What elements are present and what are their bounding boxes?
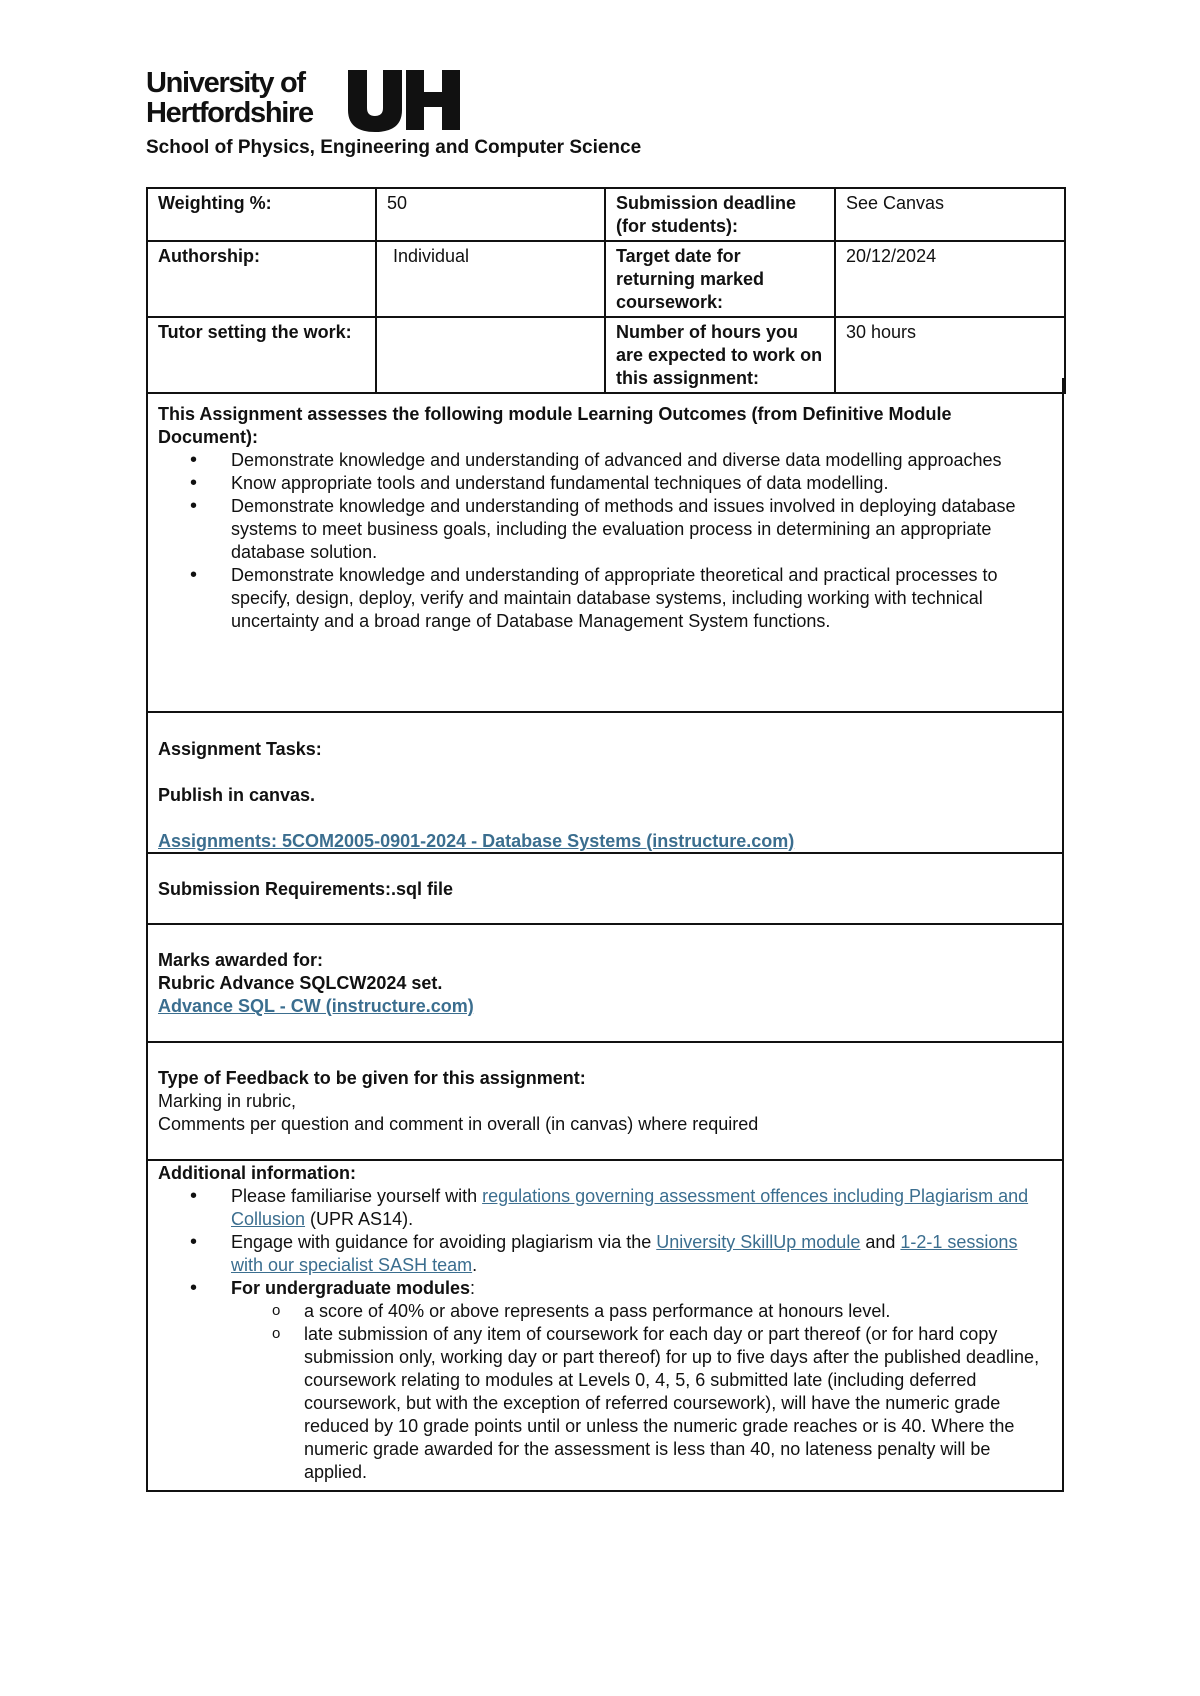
list-item: o a score of 40% or above represents a pass performance at honours level.: [231, 1300, 1052, 1323]
deadline-label: Submission deadline (for students):: [605, 188, 835, 241]
feedback-heading: Type of Feedback to be given for this assignment:: [158, 1068, 586, 1088]
hours-label: Number of hours you are expected to work on this assignment:: [605, 317, 835, 393]
list-item: • Know appropriate tools and understand fundamental techniques of data modelling.: [158, 472, 1052, 495]
feedback-line-1: Marking in rubric,: [158, 1091, 297, 1111]
assignment-tasks-section: [146, 713, 1064, 854]
tutor-label: Tutor setting the work:: [147, 317, 376, 393]
logo-line-1: University of: [146, 67, 305, 99]
assignment-meta-table: [146, 187, 1066, 394]
marks-section: [146, 925, 1064, 1043]
submission-section: [146, 854, 1064, 925]
regulations-link[interactable]: regulations governing assessment offences including Plagiarism and Collusion: [231, 1186, 1029, 1229]
undergraduate-rules-list: [231, 1300, 1052, 1484]
skillup-module-link[interactable]: University SkillUp module: [656, 1232, 861, 1252]
tasks-publish: Publish in canvas.: [158, 785, 316, 805]
list-item: • Demonstrate knowledge and understanding of appropriate theoretical and practical processes to specify, design, deploy, verify and maintain database systems, including working with technical uncertainty and a broad range of Database Management System functions.: [158, 564, 1052, 633]
additional-list: [158, 1185, 1052, 1484]
school-name: School of Physics, Engineering and Computer Science: [146, 137, 642, 158]
uh-logo-mark: [344, 70, 464, 132]
authorship-value: Individual: [376, 241, 605, 317]
list-item: o late submission of any item of coursework for each day or part thereof (or for hard copy submission only, working day or part thereof) for up to five days after the published deadline, coursework relating to modules at Levels 0, 4, 5, 6 submitted late (including deferred coursework, but with the exception of referred coursework), will have the numeric grade reduced by 10 grade points until or unless the numeric grade reaches or is 40. Where the numeric grade awarded for the assessment is less than 40, no lateness penalty will be applied.: [231, 1323, 1052, 1484]
target-date-value: 20/12/2024: [835, 241, 1065, 317]
authorship-label: Authorship:: [147, 241, 376, 317]
tasks-heading: Assignment Tasks:: [158, 739, 322, 759]
weighting-value: 50: [376, 188, 605, 241]
deadline-value: See Canvas: [835, 188, 1065, 241]
logo-line-2: Hertfordshire: [146, 97, 313, 129]
university-logo: [146, 68, 466, 136]
rubric-text: Rubric Advance SQLCW2024 set.: [158, 973, 443, 993]
rubric-link[interactable]: Advance SQL - CW (instructure.com): [158, 996, 474, 1016]
additional-heading: Additional information:: [158, 1163, 356, 1183]
list-item: • Please familiarise yourself with regulations governing assessment offences including Plagiarism and Collusion (UPR AS14).: [158, 1185, 1052, 1231]
feedback-line-2: Comments per question and comment in overall (in canvas) where required: [158, 1114, 759, 1134]
table-row: [147, 188, 1065, 241]
canvas-assignments-link[interactable]: Assignments: 5COM2005-0901-2024 - Database Systems (instructure.com): [158, 831, 795, 851]
additional-info-section: [146, 1161, 1064, 1492]
submission-requirements: Submission Requirements:.sql file: [158, 879, 454, 899]
list-item: • Engage with guidance for avoiding plagiarism via the University SkillUp module and 1-2-1 sessions with our specialist SASH team.: [158, 1231, 1052, 1277]
target-date-label: Target date for returning marked coursework:: [605, 241, 835, 317]
learning-outcomes-heading: This Assignment assesses the following module Learning Outcomes (from Definitive Module Document):: [158, 404, 952, 447]
learning-outcomes-list: [158, 449, 1052, 633]
weighting-label: Weighting %:: [147, 188, 376, 241]
list-item: • Demonstrate knowledge and understanding of methods and issues involved in deploying database systems to meet business goals, including the evaluation process in determining an appropriate database solution.: [158, 495, 1052, 564]
sash-team-link[interactable]: 1-2-1 sessions with our specialist SASH team: [231, 1232, 1018, 1275]
list-item: • For undergraduate modules: o a score of 40% or above represents a pass performance at honours level. o late submission of any item of coursework for each day or part thereof (or for hard copy submission only, working day or part thereof) for up to five days after the published deadline, coursework relating to modules at Levels 0, 4, 5, 6 submitted late (including deferred coursework, but with the exception of referred coursework), will have the numeric grade reduced by 10 grade points until or unless the numeric grade reaches or is 40. Where the numeric grade awarded for the assessment is less than 40, no lateness penalty will be applied.: [158, 1277, 1052, 1484]
marks-heading: Marks awarded for:: [158, 950, 324, 970]
feedback-section: [146, 1043, 1064, 1161]
learning-outcomes-section: [146, 378, 1064, 713]
table-row: [147, 241, 1065, 317]
list-item: • Demonstrate knowledge and understanding of advanced and diverse data modelling approaches: [158, 449, 1052, 472]
hours-value: 30 hours: [835, 317, 1065, 393]
